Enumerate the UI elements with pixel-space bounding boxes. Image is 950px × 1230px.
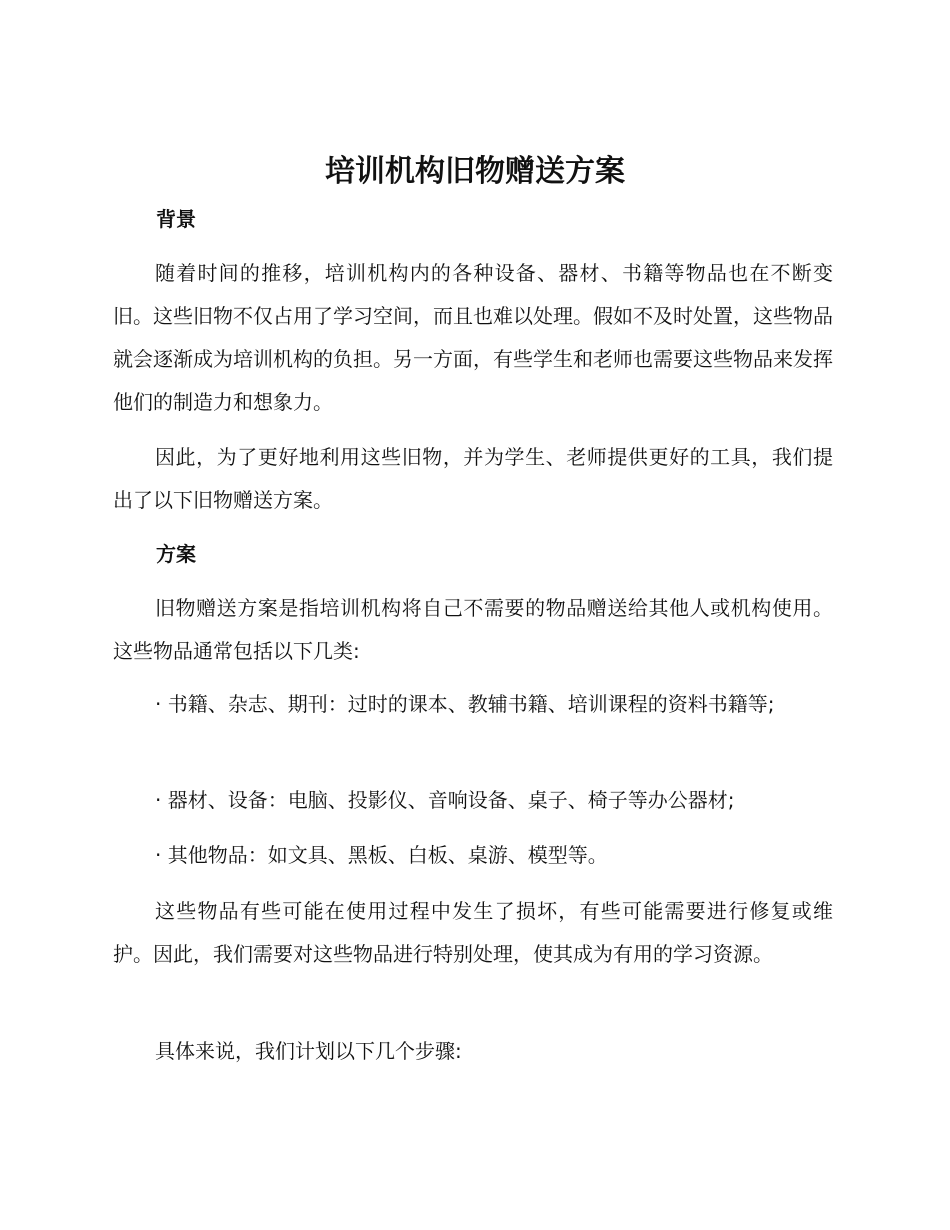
- plan-list-item-equipment: · 器材、设备：电脑、投影仪、音响设备、桌子、椅子等办公器材;: [155, 788, 735, 812]
- background-paragraph-1: 随着时间的推移，培训机构内的各种设备、器材、书籍等物品也在不断变旧。这些旧物不仅占用了学习空间，而且也难以处理。假如不及时处置，这些物品就会逐渐成为培训机构的负担。另一方面，有些学生和老师也需要这些物品来发挥他们的制造力和想象力。: [113, 261, 833, 414]
- section-heading-background: 背景: [156, 207, 196, 231]
- plan-list-item-books: · 书籍、杂志、期刊：过时的课本、教辅书籍、培训课程的资料书籍等;: [155, 692, 775, 716]
- plan-paragraph-after-list: 这些物品有些可能在使用过程中发生了损坏，有些可能需要进行修复或维护。因此，我们需要对这些物品进行特别处理，使其成为有用的学习资源。: [113, 899, 833, 966]
- plan-list-item-other: · 其他物品：如文具、黑板、白板、桌游、模型等。: [155, 843, 608, 867]
- document-title: 培训机构旧物赠送方案: [325, 154, 625, 189]
- background-paragraph-2: 因此，为了更好地利用这些旧物，并为学生、老师提供更好的工具，我们提出了以下旧物赠送方案。: [113, 445, 833, 512]
- section-heading-plan: 方案: [156, 542, 196, 566]
- plan-intro-paragraph: 旧物赠送方案是指培训机构将自己不需要的物品赠送给其他人或机构使用。这些物品通常包括以下几类:: [113, 596, 833, 663]
- plan-steps-intro: 具体来说，我们计划以下几个步骤:: [155, 1039, 462, 1063]
